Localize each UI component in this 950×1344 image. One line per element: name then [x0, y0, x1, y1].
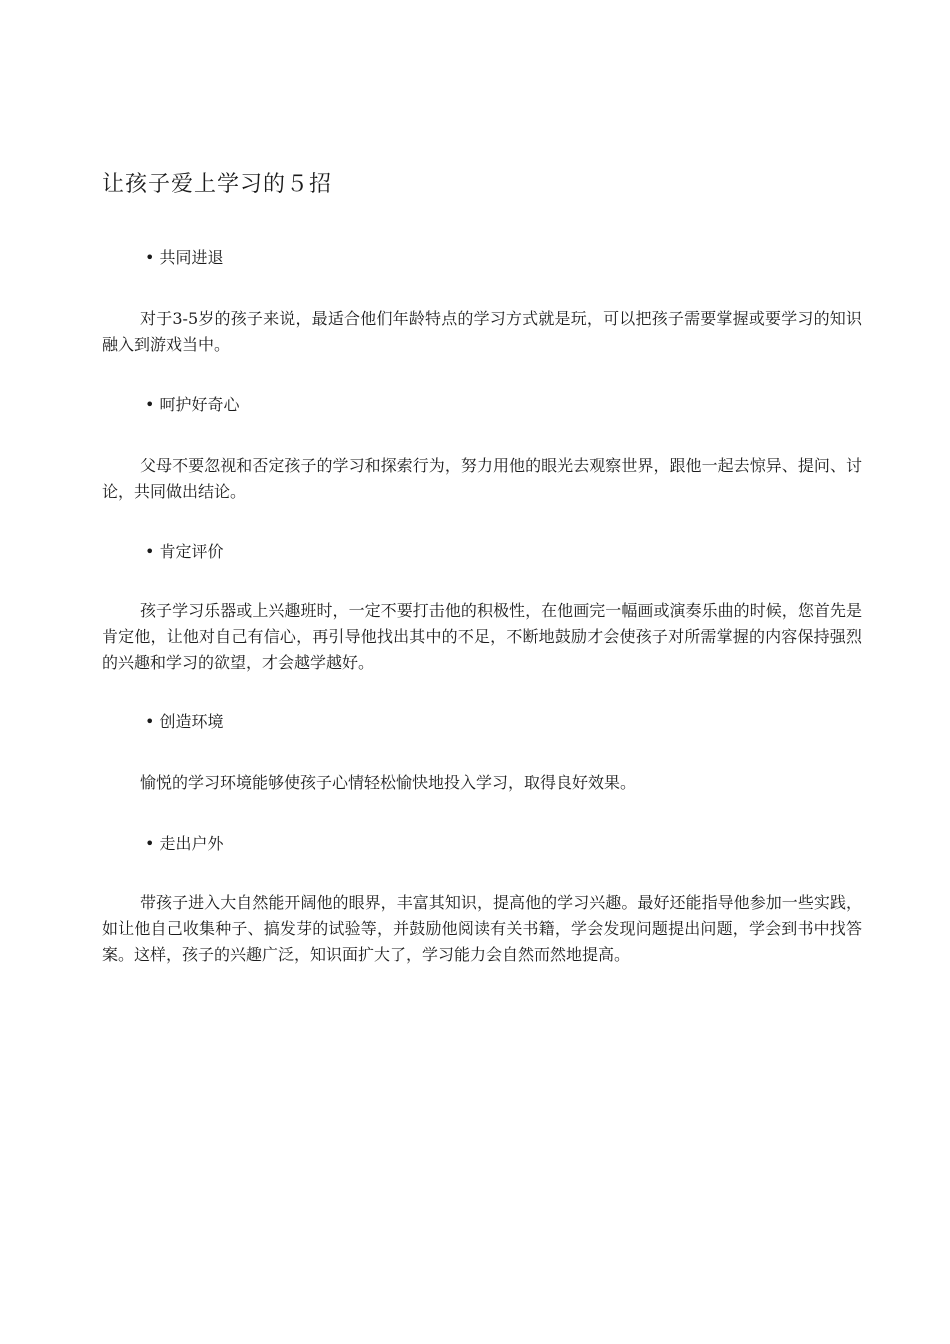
bullet-icon: •: [145, 542, 155, 561]
section-paragraph-5: 带孩子进入大自然能开阔他的眼界，丰富其知识，提高他的学习兴趣。最好还能指导他参加一些实践，如让他自己收集种子、搞发芽的试验等，并鼓励他阅读有关书籍，学会发现问题提出问题，学会到书中找答案。这样，孩子的兴趣广泛，知识面扩大了，学习能力会自然而然地提高。: [102, 893, 862, 964]
section-paragraph-2: 父母不要忽视和否定孩子的学习和探索行为，努力用他的眼光去观察世界，跟他一起去惊异、提问、讨论，共同做出结论。: [102, 456, 862, 501]
section-paragraph-3: 孩子学习乐器或上兴趣班时，一定不要打击他的积极性，在他画完一幅画或演奏乐曲的时候，您首先是肯定他，让他对自己有信心，再引导他找出其中的不足，不断地鼓励才会使孩子对所需掌握的内容保持强烈的兴趣和学习的欲望，才会越学越好。: [102, 601, 862, 672]
section-heading-1: [145, 246, 223, 270]
section-heading-label: 共同进退: [159, 248, 224, 267]
section-heading-5: [145, 832, 223, 856]
section-paragraph-1: 对于3-5岁的孩子来说，最适合他们年龄特点的学习方式就是玩，可以把孩子需要掌握或要学习的知识融入到游戏当中。: [102, 309, 862, 354]
section-heading-label: 走出户外: [159, 834, 224, 853]
bullet-icon: •: [145, 395, 155, 414]
bullet-icon: •: [145, 712, 155, 731]
bullet-icon: •: [145, 248, 155, 267]
section-heading-4: [145, 710, 223, 734]
section-paragraph-4: 愉悦的学习环境能够使孩子心情轻松愉快地投入学习，取得良好效果。: [140, 773, 637, 792]
bullet-icon: •: [145, 834, 155, 853]
section-heading-label: 呵护好奇心: [159, 395, 240, 414]
section-heading-2: [145, 393, 239, 417]
section-heading-label: 肯定评价: [159, 542, 224, 561]
section-heading-label: 创造环境: [159, 712, 224, 731]
section-heading-3: [145, 540, 223, 564]
document-title: 让孩子爱上学习的５招: [102, 172, 333, 197]
